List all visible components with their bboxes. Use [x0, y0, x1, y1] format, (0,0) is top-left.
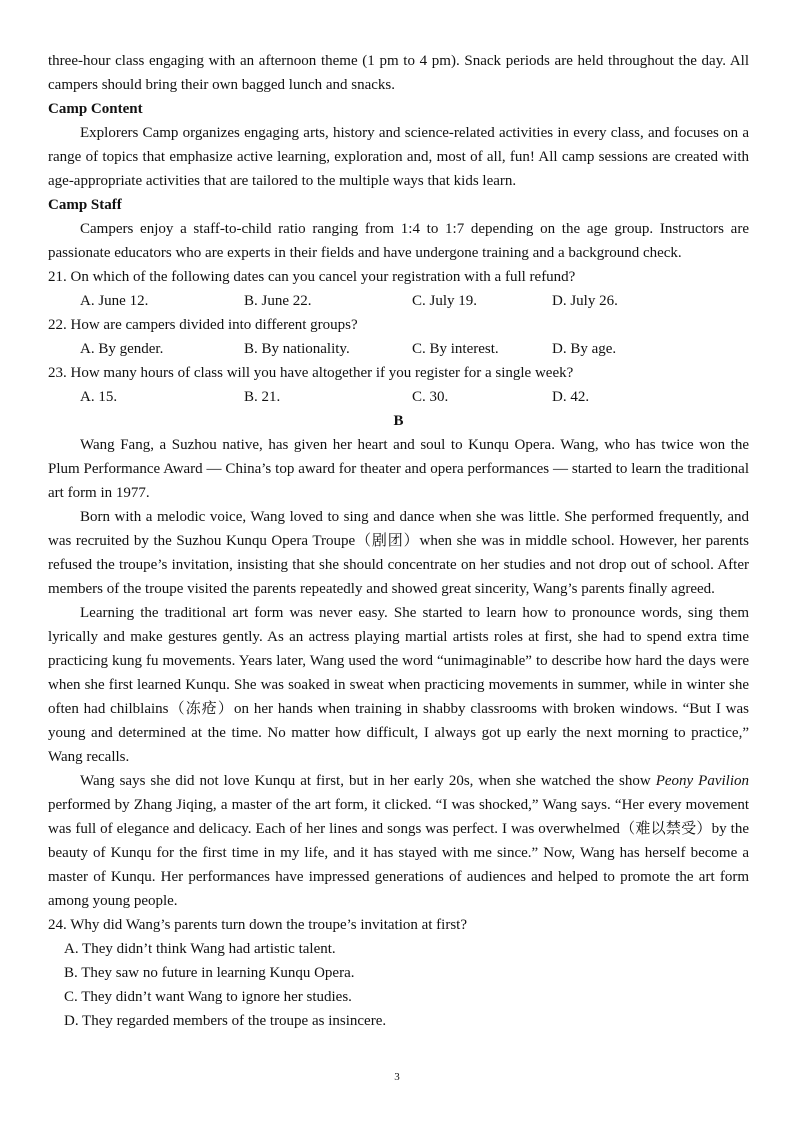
passage-b-paragraph-2: Born with a melodic voice, Wang loved to sing and dance when she was little. She performed frequently, and was recruited by the Suzhou Kunqu Opera Troupe（剧团）when she was in middle school. However, her parents refused the troupe’s invitation, insisting that she should concentrate on her studies and not drop out of school. After members of the troupe visited the parents repeatedly and showed great sincerity, Wang’s parents finally agreed.: [48, 509, 749, 597]
question-23-options: [48, 385, 749, 409]
paragraph-4-start: Wang says she did not love Kunqu at first, but in her early 20s, when she watched the show: [80, 773, 656, 789]
option-d: D. 42.: [552, 389, 590, 405]
option-a: A. June 12.: [80, 293, 149, 309]
option-d: D. By age.: [552, 341, 617, 357]
camp-staff-heading: Camp Staff: [48, 197, 122, 213]
camp-content-heading: Camp Content: [48, 101, 143, 117]
intro-paragraph: three-hour class engaging with an afternoon theme (1 pm to 4 pm). Snack periods are held throughout the day. All campers should bring their own bagged lunch and snacks.: [48, 53, 749, 93]
section-b-label: B: [393, 413, 404, 429]
question-23: 23. How many hours of class will you have altogether if you register for a single week?: [48, 365, 574, 381]
question-24-option-d: D. They regarded members of the troupe as insincere.: [64, 1013, 387, 1029]
passage-b-paragraph-3: Learning the traditional art form was never easy. She started to learn how to pronounce words, sing them lyrically and make gestures gently. As an actress playing martial artists roles at first, she had to spend extra time practicing kung fu movements. Years later, Wang used the word “unimaginable” to describe how hard the days were when she first learned Kunqu. She was soaked in sweat when practicing movements in summer, while in winter she often had chilblains（冻疮）on her hands when training in shabby classrooms with broken windows. “But I was young and determined at the time. No matter how difficult, I always got up early the next morning to practice,” Wang recalls.: [48, 605, 749, 765]
show-title: Peony Pavilion: [655, 773, 749, 789]
question-24-option-b: B. They saw no future in learning Kunqu Opera.: [64, 965, 355, 981]
question-22: 22. How are campers divided into different groups?: [48, 317, 358, 333]
option-c: C. By interest.: [412, 341, 499, 357]
passage-b-paragraph-1: Wang Fang, a Suzhou native, has given her heart and soul to Kunqu Opera. Wang, who has twice won the Plum Performance Award — China’s top award for theater and opera performances — started to learn the traditional art form in 1977.: [48, 437, 749, 501]
question-24-option-c: C. They didn’t want Wang to ignore her studies.: [64, 989, 352, 1005]
option-d: D. July 26.: [552, 293, 618, 309]
camp-staff-paragraph: Campers enjoy a staff-to-child ratio ranging from 1:4 to 1:7 depending on the age group. Instructors are passionate educators who are experts in their fields and have undergone training and a background check.: [48, 221, 749, 261]
option-a: A. 15.: [80, 389, 118, 405]
document-page: [48, 49, 749, 1033]
question-22-options: [48, 337, 749, 361]
paragraph-4-end: performed by Zhang Jiqing, a master of the art form, it clicked. “I was shocked,” Wang says. “Her every movement was full of elegance and delicacy. Each of her lines and songs was perfect. I was overwhelmed（难以禁受）by the beauty of Kunqu for the first time in my life, and it has stayed with me since.” Now, Wang has herself become a master of Kunqu. Her performances have impressed generations of audiences and helped to promote the art form among young people.: [48, 797, 749, 909]
question-24-option-a: A. They didn’t think Wang had artistic talent.: [64, 941, 336, 957]
option-b: B. 21.: [244, 389, 281, 405]
option-c: C. 30.: [412, 389, 449, 405]
passage-b-paragraph-4: [48, 769, 749, 913]
option-c: C. July 19.: [412, 293, 478, 309]
option-a: A. By gender.: [80, 341, 164, 357]
question-24: 24. Why did Wang’s parents turn down the troupe’s invitation at first?: [48, 917, 468, 933]
camp-content-paragraph: Explorers Camp organizes engaging arts, history and science-related activities in every class, and focuses on a range of topics that emphasize active learning, exploration and, most of all, fun! All camp sessions are created with age-appropriate activities that are tailored to the multiple ways that kids learn.: [48, 125, 749, 189]
question-21: 21. On which of the following dates can you cancel your registration with a full refund?: [48, 269, 576, 285]
option-b: B. June 22.: [244, 293, 312, 309]
page-number: 3: [394, 1071, 400, 1083]
option-b: B. By nationality.: [244, 341, 350, 357]
question-21-options: [48, 289, 749, 313]
